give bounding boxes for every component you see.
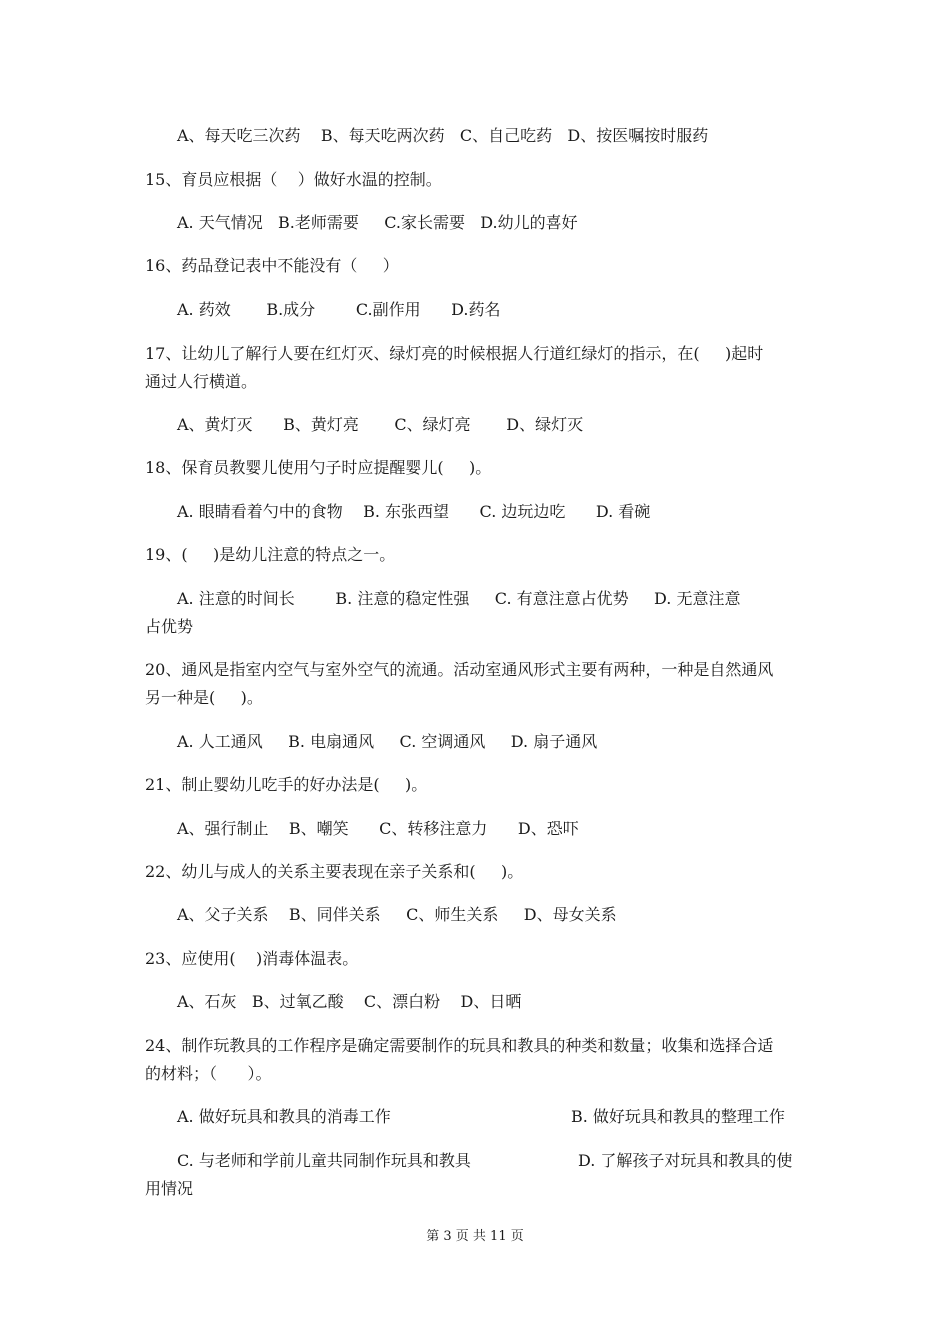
q24-option-b: B. 做好玩具和教具的整理工作: [571, 1107, 785, 1126]
q15-stem: 15、育员应根据（ ）做好水温的控制。: [145, 170, 442, 189]
q21-options: A、强行制止 B、嘲笑 C、转移注意力 D、恐吓: [177, 819, 579, 838]
q18-stem: 18、保育员教婴儿使用勺子时应提醒婴儿( )。: [145, 458, 492, 477]
q17-stem-line-2: 通过人行横道。: [145, 372, 258, 391]
q15-options: A. 天气情况 B.老师需要 C.家长需要 D.幼儿的喜好: [177, 213, 578, 232]
q17-options: A、黄灯灭 B、黄灯亮 C、绿灯亮 D、绿灯灭: [177, 415, 584, 434]
q24-option-c: C. 与老师和学前儿童共同制作玩具和教具: [177, 1151, 471, 1170]
q17-stem-line-1: 17、让幼儿了解行人要在红灯灭、绿灯亮的时候根据人行道红绿灯的指示，在( )起时: [145, 344, 764, 363]
q24-option-a: A. 做好玩具和教具的消毒工作: [177, 1107, 391, 1126]
q24-stem-line-2: 的材料；（ ）。: [145, 1064, 272, 1083]
q23-options: A、石灰 B、过氧乙酸 C、漂白粉 D、日晒: [177, 992, 522, 1011]
q20-stem-line-1: 20、通风是指室内空气与室外空气的流通。活动室通风形式主要有两种，一种是自然通风: [145, 660, 774, 679]
q16-stem: 16、药品登记表中不能没有（ ）: [145, 256, 399, 275]
page-number-footer: 第 3 页 共 11 页: [426, 1229, 524, 1244]
q14-options: A、每天吃三次药 B、每天吃两次药 C、自己吃药 D、按医嘱按时服药: [177, 126, 709, 145]
q22-stem: 22、幼儿与成人的关系主要表现在亲子关系和( )。: [145, 862, 524, 881]
q16-options: A. 药效 B.成分 C.副作用 D.药名: [177, 300, 501, 319]
q20-options: A. 人工通风 B. 电扇通风 C. 空调通风 D. 扇子通风: [177, 732, 598, 751]
q23-stem: 23、应使用( )消毒体温表。: [145, 949, 359, 968]
q24-stem-line-1: 24、制作玩教具的工作程序是确定需要制作的玩具和教具的种类和数量；收集和选择合适: [145, 1036, 774, 1055]
q21-stem: 21、制止婴幼儿吃手的好办法是( )。: [145, 775, 428, 794]
q19-options-line-2: 占优势: [145, 617, 194, 636]
q24-option-d-continued: 用情况: [145, 1179, 194, 1198]
q20-stem-line-2: 另一种是( )。: [145, 688, 263, 707]
q19-stem: 19、( )是幼儿注意的特点之一。: [145, 545, 396, 564]
q18-options: A. 眼睛看着勺中的食物 B. 东张西望 C. 边玩边吃 D. 看碗: [177, 502, 651, 521]
q19-options-line-1: A. 注意的时间长 B. 注意的稳定性强 C. 有意注意占优势 D. 无意注意: [177, 589, 741, 608]
q22-options: A、父子关系 B、同伴关系 C、师生关系 D、母女关系: [177, 905, 617, 924]
q24-option-d: D. 了解孩子对玩具和教具的使: [578, 1151, 793, 1170]
